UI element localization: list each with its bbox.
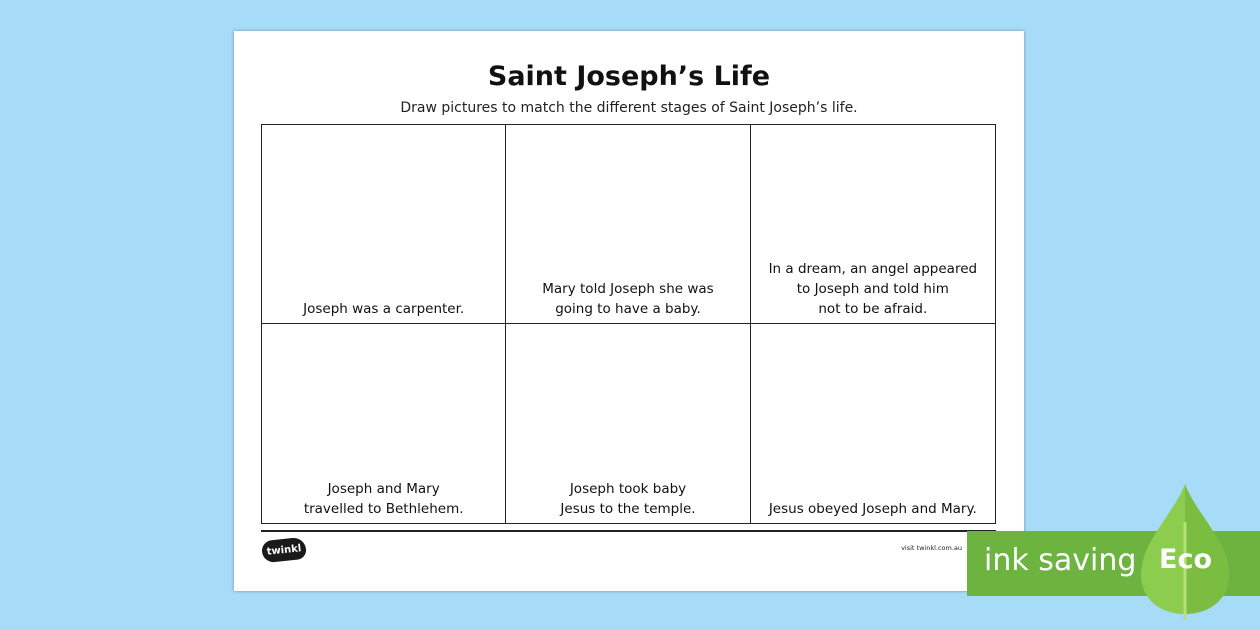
- eco-label: Eco: [1159, 544, 1212, 575]
- worksheet-page: [234, 31, 1024, 591]
- cell-caption: Joseph was a carpenter.: [303, 301, 465, 317]
- drawing-box[interactable]: [751, 324, 995, 523]
- logo-text: twinkl: [266, 542, 302, 558]
- cell-caption: Mary told Joseph she was going to have a baby.: [542, 281, 714, 317]
- drawing-box[interactable]: [262, 125, 506, 324]
- worksheet-title: Saint Joseph’s Life: [487, 61, 771, 92]
- drawing-box[interactable]: [506, 324, 750, 523]
- twinkl-logo: [261, 537, 307, 563]
- worksheet-instructions: Draw pictures to match the different stages of Saint Joseph’s life.: [400, 100, 858, 116]
- drawing-grid: [261, 124, 996, 524]
- footer-divider: [261, 530, 996, 532]
- drawing-box[interactable]: [506, 125, 750, 324]
- drawing-box[interactable]: [751, 125, 995, 324]
- drawing-box[interactable]: [262, 324, 506, 523]
- cell-caption: Joseph and Mary travelled to Bethlehem.: [303, 481, 464, 517]
- cell-caption: Joseph took baby Jesus to the temple.: [560, 481, 696, 517]
- cell-caption: In a dream, an angel appeared to Joseph and told him not to be afraid.: [768, 261, 978, 317]
- cell-caption: Jesus obeyed Joseph and Mary.: [768, 501, 977, 517]
- footer-website: visit twinkl.com.au: [901, 544, 962, 552]
- ink-saving-label: ink saving: [984, 543, 1137, 578]
